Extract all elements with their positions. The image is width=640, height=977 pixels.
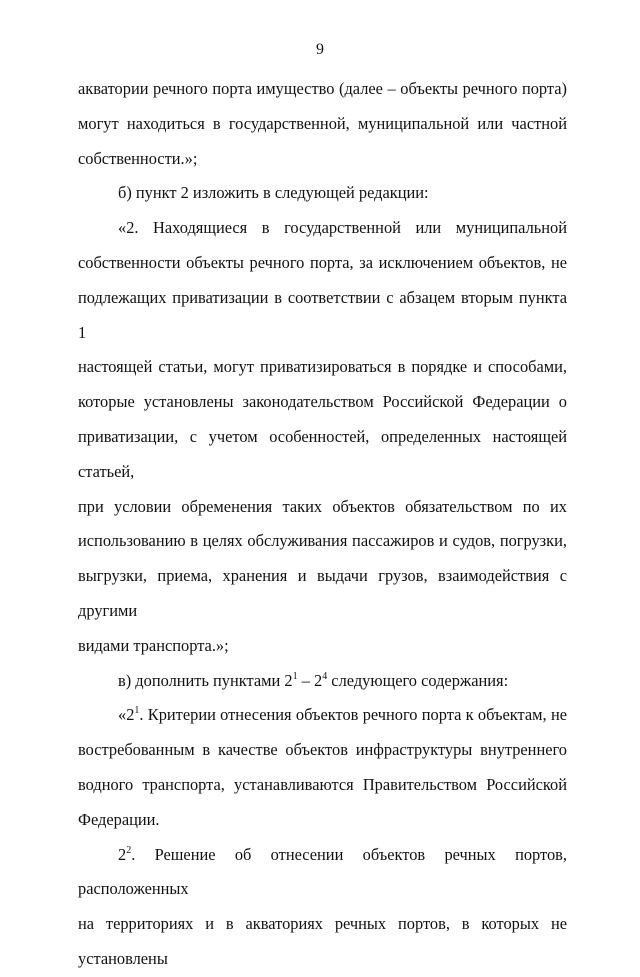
text-line: на территориях и в акваториях речных портов, в которых не установлены (78, 914, 567, 968)
text-line: Федерации. (78, 809, 160, 829)
superscript: 2 (126, 844, 132, 856)
text-line: приватизации, с учетом особенностей, определенных настоящей статьей, (78, 426, 567, 481)
document-body (78, 72, 567, 977)
text-line: которые установлены законодательством Российской Федерации о (78, 392, 567, 412)
text-line: б) пункт 2 изложить в следующей редакции: (118, 183, 429, 203)
text-span: – 2 (297, 670, 323, 690)
text-line: акватории речного порта имущество (далее – объекты речного порта) (78, 79, 567, 98)
text-line: востребованным в качестве объектов инфраструктуры внутреннего (78, 740, 567, 760)
text-line: могут находиться в государственной, муниципальной или частной (78, 113, 567, 133)
superscript: 1 (134, 705, 140, 717)
text-span: . Критерии отнесения объектов речного порта к объектам, не (139, 705, 567, 725)
text-span: «2 (118, 705, 135, 725)
text-line: видами транспорта.»; (78, 635, 229, 655)
text-line (78, 664, 567, 699)
text-line: при условии обременения таких объектов обязательством по их (78, 496, 567, 516)
text-span: следующего содержания: (327, 670, 509, 690)
text-line: подлежащих приватизации в соответствии с абзацем вторым пункта 1 (78, 287, 567, 342)
superscript: 1 (292, 670, 298, 682)
text-span: . Решение об отнесении объектов речных портов, расположенных (78, 844, 567, 899)
text-line (78, 838, 567, 908)
text-line: собственности.»; (78, 148, 198, 168)
text-line: «2. Находящиеся в государственной или муниципальной (118, 218, 567, 238)
text-line (78, 698, 567, 733)
text-line: настоящей статьи, могут приватизироваться в порядке и способами, (78, 357, 567, 377)
text-line: выгрузки, приема, хранения и выдачи грузов, взаимодействия с другими (78, 566, 567, 620)
text-line: собственности объекты речного порта, за исключением объектов, не (78, 252, 567, 272)
superscript: 4 (322, 670, 328, 682)
text-line: водного транспорта, устанавливаются Правительством Российской (78, 774, 567, 794)
page-number: 9 (316, 41, 324, 58)
text-line: использованию в целях обслуживания пассажиров и судов, погрузки, (78, 531, 567, 551)
text-span: 2 (118, 844, 127, 864)
text-span: в) дополнить пунктами 2 (118, 670, 293, 690)
